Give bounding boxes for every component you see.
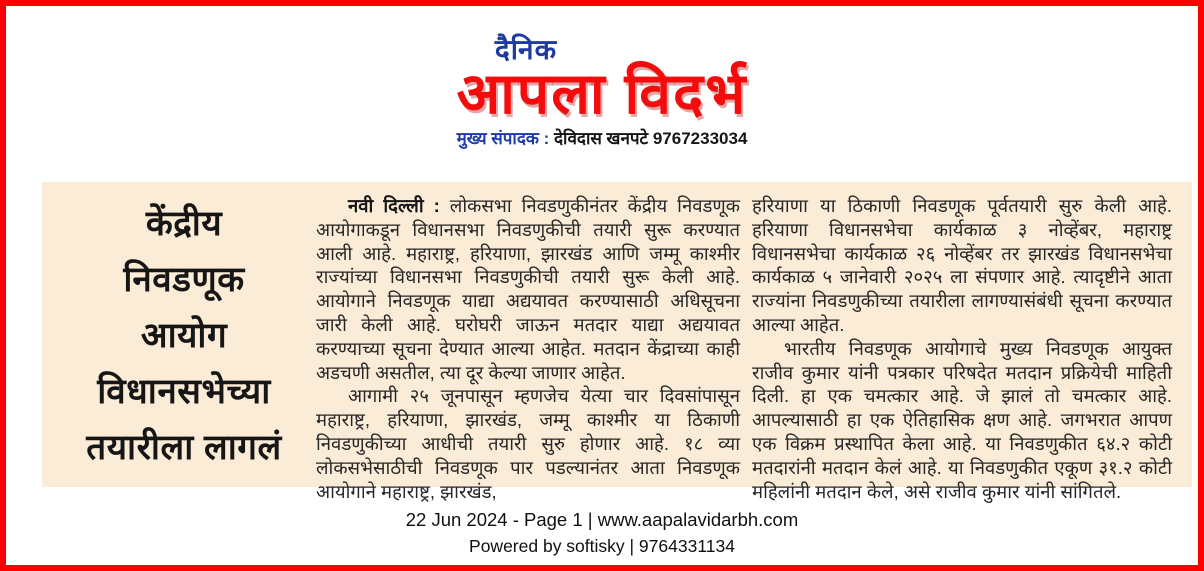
headline-line: विधानसभेच्या [97,372,271,411]
masthead [6,36,1198,147]
newspaper-title: आपला विदर्भ [456,62,748,126]
article-headline [64,196,304,487]
article-clipping [42,182,1192,502]
article-paragraph [316,194,740,384]
paragraph-text: लोकसभा निवडणुकीनंतर केंद्रीय निवडणूक आयोगाकडून विधानसभा निवडणुकीची तयारी सुरू करण्यात आली आहे. महाराष्ट्र, हरियाणा, झारखंड आणि जम्मू काश्मीर राज्यांच्या विधानसभा निवडणुकीची तयारी सुरू केली आहे. आयोगाने निवडणूक याद्या अद्ययावत करण्यासाठी अधिसूचना जारी केली आहे. घरोघरी जाऊन मतदार याद्या अद्ययावत करण्याच्या सूचना देण्यात आल्या आहेत. मतदान केंद्राच्या काही अडचणी असतील, त्या दूर केल्या जाणार आहेत. [316,195,740,383]
article-paragraph: भारतीय निवडणूक आयोगाचे मुख्य निवडणूक आयुक्त राजीव कुमार यांनी पत्रकार परिषदेत मतदान प्रक्रियेची माहिती दिली. हा एक चमत्कार आहे. जे झालं तो चमत्कार आहे. आपल्यासाठी हा एक ऐतिहासिक क्षण आहे. जगभरात आपण एक विक्रम प्रस्थापित केला आहे. या निवडणुकीत ६४.२ कोटी मतदारांनी मतदान केलं आहे. या निवडणुकीत एकूण ३१.२ कोटी महिलांनी मतदान केले, असे राजीव कुमार यांनी सांगितले. [752,337,1172,502]
article-paragraph: हरियाणा या ठिकाणी निवडणूक पूर्वतयारी सुरु केली आहे. हरियाणा विधानसभेचा कार्यकाळ ३ नोव्हेंबर, महाराष्ट्र विधानसभेचा कार्यकाळ २६ नोव्हेंबर तर झारखंड विधानसभेचा कार्यकाळ ५ जानेवारी २०२५ ला संपणार आहे. त्यादृष्टीने आता राज्यांना निवडणुकीच्या तयारीला लागण्यासंबंधी सूचना करण्यात आल्या आहेत. [752,195,1172,335]
headline-line: केंद्रीय [145,204,223,243]
article-paragraph: आगामी २५ जूनपासून म्हणजेच येत्या चार दिवसांपासून महाराष्ट्र, हरियाणा, झारखंड, जम्मू काश्मीर या ठिकाणी निवडणुकीच्या आधीची तयारी सुरु होणार आहे. १८ व्या लोकसभेसाठीची निवडणूक पार पडल्यानंतर आता निवडणूक आयोगाने महाराष्ट्र, झारखंड, [316,385,740,502]
page-footer [6,509,1198,557]
article-column-2 [752,194,1172,502]
editor-name-phone: देविदास खनपटे 9767233034 [554,129,748,148]
masthead-tagline: दैनिक [494,34,558,65]
headline-line: आयोग [140,316,228,355]
footer-date-page-url: 22 Jun 2024 - Page 1 | www.aapalavidarbh.com [405,509,799,530]
article-column-1 [316,194,740,502]
footer-powered-by: Powered by softisky | 9764331134 [469,536,735,556]
editor-line [457,130,748,147]
headline-line: निवडणूक [123,260,245,299]
dateline: नवी दिल्ली : [348,195,440,216]
editor-label: मुख्य संपादक : [456,129,550,148]
headline-line: तयारीला लागलं [86,428,282,467]
